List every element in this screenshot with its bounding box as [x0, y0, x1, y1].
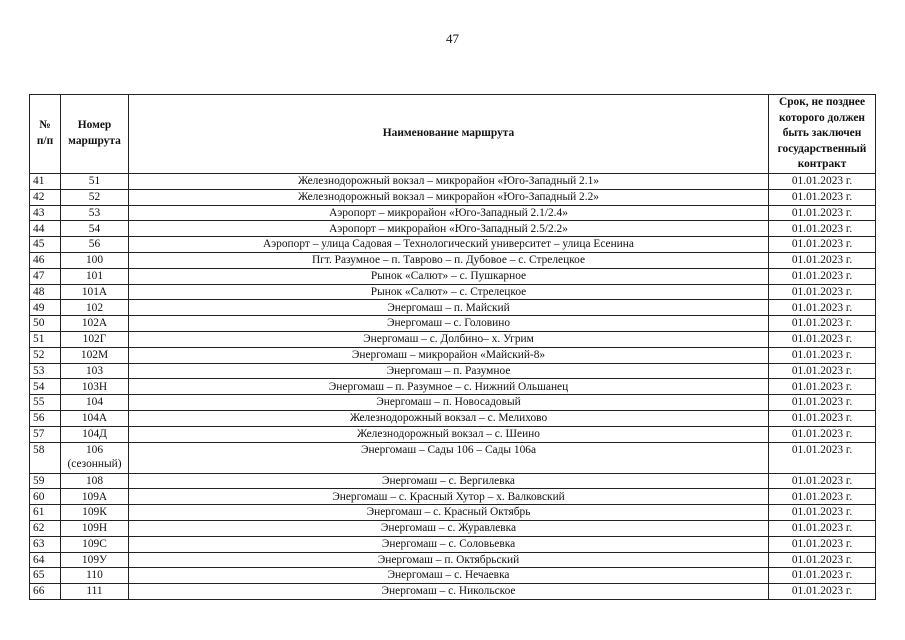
- contract-deadline: 01.01.2023 г.: [769, 442, 876, 473]
- route-name: Энергомаш – п. Майский: [129, 300, 769, 316]
- route-number: 104Д: [61, 426, 129, 442]
- row-number: 54: [30, 379, 61, 395]
- contract-deadline: 01.01.2023 г.: [769, 410, 876, 426]
- route-name: Железнодорожный вокзал – с. Шеино: [129, 426, 769, 442]
- table-row: [30, 189, 876, 205]
- row-number: 43: [30, 205, 61, 221]
- route-name: Железнодорожный вокзал – микрорайон «Юго-Западный 2.2»: [129, 189, 769, 205]
- table-row: [30, 237, 876, 253]
- route-number: 110: [61, 568, 129, 584]
- route-name: Железнодорожный вокзал – микрорайон «Юго-Западный 2.1»: [129, 173, 769, 189]
- table-row: [30, 520, 876, 536]
- row-number: 44: [30, 221, 61, 237]
- table-row: [30, 331, 876, 347]
- table-row: [30, 379, 876, 395]
- route-number: 109С: [61, 536, 129, 552]
- row-number: 49: [30, 300, 61, 316]
- route-number: 101: [61, 268, 129, 284]
- row-number: 48: [30, 284, 61, 300]
- table-row: [30, 316, 876, 332]
- row-number: 51: [30, 331, 61, 347]
- table-row: [30, 410, 876, 426]
- contract-deadline: 01.01.2023 г.: [769, 395, 876, 411]
- table-row: [30, 395, 876, 411]
- row-number: 60: [30, 489, 61, 505]
- route-number: 51: [61, 173, 129, 189]
- route-name: Железнодорожный вокзал – с. Мелихово: [129, 410, 769, 426]
- table-row: [30, 173, 876, 189]
- contract-deadline: 01.01.2023 г.: [769, 189, 876, 205]
- route-number: 104А: [61, 410, 129, 426]
- contract-deadline: 01.01.2023 г.: [769, 284, 876, 300]
- route-name: Энергомаш – с. Долбино– х. Угрим: [129, 331, 769, 347]
- row-number: 56: [30, 410, 61, 426]
- contract-deadline: 01.01.2023 г.: [769, 316, 876, 332]
- route-name: Пгт. Разумное – п. Таврово – п. Дубовое – с. Стрелецкое: [129, 252, 769, 268]
- table-row: [30, 584, 876, 600]
- route-number: 102: [61, 300, 129, 316]
- contract-deadline: 01.01.2023 г.: [769, 379, 876, 395]
- row-number: 63: [30, 536, 61, 552]
- contract-deadline: 01.01.2023 г.: [769, 300, 876, 316]
- table-row: [30, 205, 876, 221]
- route-number: 104: [61, 395, 129, 411]
- row-number: 58: [30, 442, 61, 473]
- row-number: 55: [30, 395, 61, 411]
- header-num: № п/п: [30, 95, 61, 174]
- contract-deadline: 01.01.2023 г.: [769, 205, 876, 221]
- route-name: Энергомаш – с. Красный Октябрь: [129, 505, 769, 521]
- route-name: Энергомаш – п. Разумное – с. Нижний Ольшанец: [129, 379, 769, 395]
- row-number: 45: [30, 237, 61, 253]
- table-row: [30, 473, 876, 489]
- contract-deadline: 01.01.2023 г.: [769, 552, 876, 568]
- table-row: [30, 300, 876, 316]
- route-name: Энергомаш – с. Красный Хутор – х. Валковский: [129, 489, 769, 505]
- route-number: 54: [61, 221, 129, 237]
- table-header-row: [30, 95, 876, 174]
- routes-table: [29, 94, 876, 600]
- route-number: 102М: [61, 347, 129, 363]
- row-number: 66: [30, 584, 61, 600]
- route-number: 102А: [61, 316, 129, 332]
- header-route-name: Наименование маршрута: [129, 95, 769, 174]
- row-number: 59: [30, 473, 61, 489]
- contract-deadline: 01.01.2023 г.: [769, 489, 876, 505]
- table-body: [30, 173, 876, 599]
- contract-deadline: 01.01.2023 г.: [769, 237, 876, 253]
- table-row: [30, 252, 876, 268]
- row-number: 47: [30, 268, 61, 284]
- route-name: Энергомаш – п. Разумное: [129, 363, 769, 379]
- row-number: 64: [30, 552, 61, 568]
- row-number: 42: [30, 189, 61, 205]
- contract-deadline: 01.01.2023 г.: [769, 347, 876, 363]
- contract-deadline: 01.01.2023 г.: [769, 221, 876, 237]
- table-row: [30, 505, 876, 521]
- table-row: [30, 568, 876, 584]
- header-deadline: Срок, не позднее которого должен быть заключен государственный контракт: [769, 95, 876, 174]
- route-number: 52: [61, 189, 129, 205]
- route-number: 111: [61, 584, 129, 600]
- table-row: [30, 363, 876, 379]
- row-number: 62: [30, 520, 61, 536]
- route-number: 103: [61, 363, 129, 379]
- route-name: Энергомаш – п. Октябрьский: [129, 552, 769, 568]
- route-name: Энергомаш – с. Вергилевка: [129, 473, 769, 489]
- route-name: Аэропорт – микрорайон «Юго-Западный 2.1/2.4»: [129, 205, 769, 221]
- contract-deadline: 01.01.2023 г.: [769, 173, 876, 189]
- table-row: [30, 442, 876, 473]
- contract-deadline: 01.01.2023 г.: [769, 568, 876, 584]
- route-name: Аэропорт – улица Садовая – Технологический университет – улица Есенина: [129, 237, 769, 253]
- route-name: Энергомаш – с. Головино: [129, 316, 769, 332]
- table-row: [30, 489, 876, 505]
- route-name: Аэропорт – микрорайон «Юго-Западный 2.5/2.2»: [129, 221, 769, 237]
- route-number: 100: [61, 252, 129, 268]
- row-number: 57: [30, 426, 61, 442]
- row-number: 53: [30, 363, 61, 379]
- route-name: Энергомаш – микрорайон «Майский-8»: [129, 347, 769, 363]
- route-name: Энергомаш – с. Соловьевка: [129, 536, 769, 552]
- route-number: 109К: [61, 505, 129, 521]
- route-name: Энергомаш – с. Журавлевка: [129, 520, 769, 536]
- table-row: [30, 426, 876, 442]
- row-number: 61: [30, 505, 61, 521]
- contract-deadline: 01.01.2023 г.: [769, 363, 876, 379]
- route-name: Энергомаш – с. Нечаевка: [129, 568, 769, 584]
- route-number: 102Г: [61, 331, 129, 347]
- route-name: Энергомаш – п. Новосадовый: [129, 395, 769, 411]
- table-row: [30, 221, 876, 237]
- row-number: 41: [30, 173, 61, 189]
- contract-deadline: 01.01.2023 г.: [769, 584, 876, 600]
- route-number: 106 (сезонный): [61, 442, 129, 473]
- route-number: 108: [61, 473, 129, 489]
- table-row: [30, 347, 876, 363]
- table-row: [30, 268, 876, 284]
- route-number: 109У: [61, 552, 129, 568]
- header-route-number: Номер маршрута: [61, 95, 129, 174]
- route-number: 103Н: [61, 379, 129, 395]
- route-name: Энергомаш – Сады 106 – Сады 106а: [129, 442, 769, 473]
- route-number: 109А: [61, 489, 129, 505]
- contract-deadline: 01.01.2023 г.: [769, 520, 876, 536]
- row-number: 50: [30, 316, 61, 332]
- contract-deadline: 01.01.2023 г.: [769, 268, 876, 284]
- row-number: 46: [30, 252, 61, 268]
- contract-deadline: 01.01.2023 г.: [769, 252, 876, 268]
- row-number: 65: [30, 568, 61, 584]
- route-number: 56: [61, 237, 129, 253]
- page-number: 47: [446, 31, 459, 46]
- route-name: Рынок «Салют» – с. Стрелецкое: [129, 284, 769, 300]
- table-row: [30, 284, 876, 300]
- contract-deadline: 01.01.2023 г.: [769, 536, 876, 552]
- route-number: 53: [61, 205, 129, 221]
- contract-deadline: 01.01.2023 г.: [769, 473, 876, 489]
- contract-deadline: 01.01.2023 г.: [769, 505, 876, 521]
- contract-deadline: 01.01.2023 г.: [769, 426, 876, 442]
- route-number: 109Н: [61, 520, 129, 536]
- route-name: Рынок «Салют» – с. Пушкарное: [129, 268, 769, 284]
- table-row: [30, 552, 876, 568]
- route-number: 101А: [61, 284, 129, 300]
- table-row: [30, 536, 876, 552]
- contract-deadline: 01.01.2023 г.: [769, 331, 876, 347]
- route-name: Энергомаш – с. Никольское: [129, 584, 769, 600]
- row-number: 52: [30, 347, 61, 363]
